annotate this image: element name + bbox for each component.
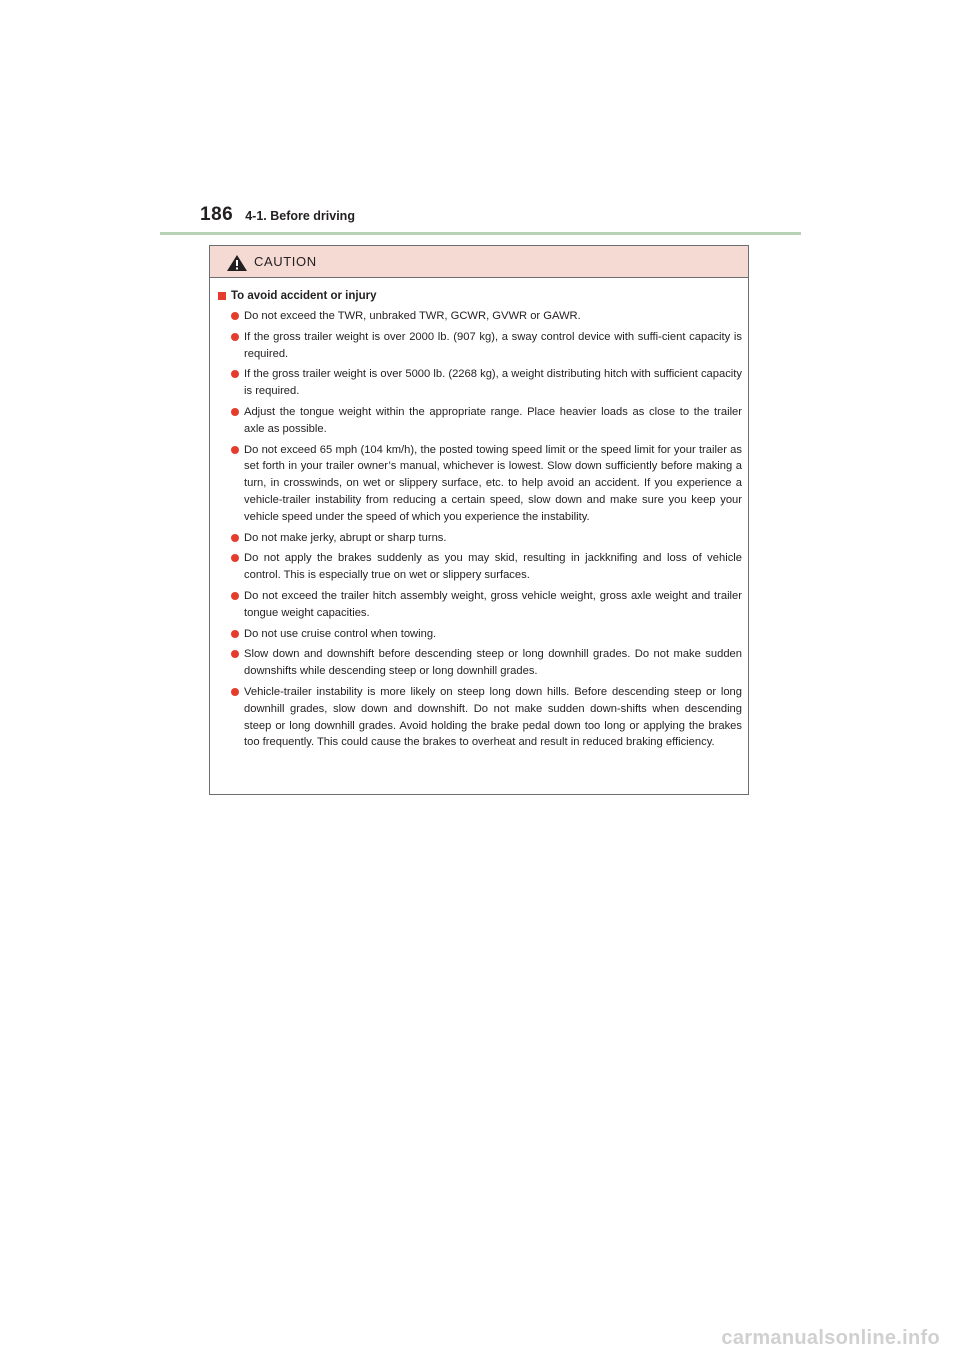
bullet-text: Do not exceed 65 mph (104 km/h), the posted towing speed limit or the speed limit for your trailer as set forth in your trailer owner’s manual, whichever is lowest. Slow down sufficiently before making a turn, in crosswinds, on wet or slippery surface, etc. to help avoid an accident. If you experience a vehicle-trailer instability from reducing a certain speed, slow down and make sure you keep your vehicle speed under the speed of which you experience the instability. [244, 443, 742, 523]
bullet-text: If the gross trailer weight is over 2000 lb. (907 kg), a sway control device with suffi-cient capacity is required. [244, 330, 742, 360]
red-dot-icon [231, 630, 239, 638]
red-dot-icon [231, 554, 239, 562]
red-square-icon [218, 292, 226, 300]
caution-bullet-list [218, 308, 742, 751]
red-dot-icon [231, 408, 239, 416]
bullet-text: Do not apply the brakes suddenly as you may skid, resulting in jackknifing and loss of vehicle control. This is especially true on wet or slippery surfaces. [244, 552, 742, 582]
bullet-text: If the gross trailer weight is over 5000 lb. (2268 kg), a weight distributing hitch with sufficient capacity is required. [244, 368, 742, 398]
red-dot-icon [231, 688, 239, 696]
list-item [231, 530, 742, 547]
red-dot-icon [231, 592, 239, 600]
red-dot-icon [231, 370, 239, 378]
page-number: 186 [200, 204, 234, 225]
caution-body [210, 278, 748, 751]
list-item [231, 550, 742, 584]
bullet-text: Slow down and downshift before descending steep or long downhill grades. Do not make sudden downshifts while descending steep or long downhill grades. [244, 648, 742, 678]
bullet-text: Do not use cruise control when towing. [244, 627, 437, 640]
caution-label: CAUTION [254, 254, 317, 269]
bullet-text: Do not make jerky, abrupt or sharp turns. [244, 531, 447, 544]
bullet-text: Vehicle-trailer instability is more likely on steep long down hills. Before descending steep or long downhill grades, slow down and downshift. Do not make sudden down-shifts when descending steep or long downhill grades. Avoid holding the brake pedal down too long or applying the brakes too frequently. This could cause the brakes to overheat and result in reduced braking efficiency. [244, 685, 742, 749]
caution-box [209, 245, 749, 795]
red-dot-icon [231, 650, 239, 658]
bullet-text: Do not exceed the TWR, unbraked TWR, GCWR, GVWR or GAWR. [244, 310, 581, 322]
red-dot-icon [231, 446, 239, 454]
list-item [231, 646, 742, 680]
list-item [231, 366, 742, 400]
red-dot-icon [231, 333, 239, 341]
red-dot-icon [231, 534, 239, 542]
list-item [231, 404, 742, 438]
section-title: 4-1. Before driving [245, 209, 355, 223]
red-dot-icon [231, 312, 239, 320]
page-header [200, 204, 355, 226]
caution-header [210, 246, 748, 278]
list-item [231, 588, 742, 622]
caution-topic [218, 290, 742, 302]
watermark-site: carmanualsonline.info [721, 1327, 940, 1349]
header-divider [160, 232, 801, 235]
list-item [231, 308, 742, 325]
list-item [231, 442, 742, 526]
list-item [231, 329, 742, 363]
bullet-text: Adjust the tongue weight within the appropriate range. Place heavier loads as close to the trailer axle as possible. [244, 405, 742, 435]
list-item [231, 626, 742, 643]
caution-topic-text: To avoid accident or injury [231, 290, 377, 302]
bullet-text: Do not exceed the trailer hitch assembly weight, gross vehicle weight, gross axle weight and trailer tongue weight capacities. [244, 589, 742, 619]
list-item [231, 684, 742, 751]
warning-triangle-icon [226, 254, 248, 272]
